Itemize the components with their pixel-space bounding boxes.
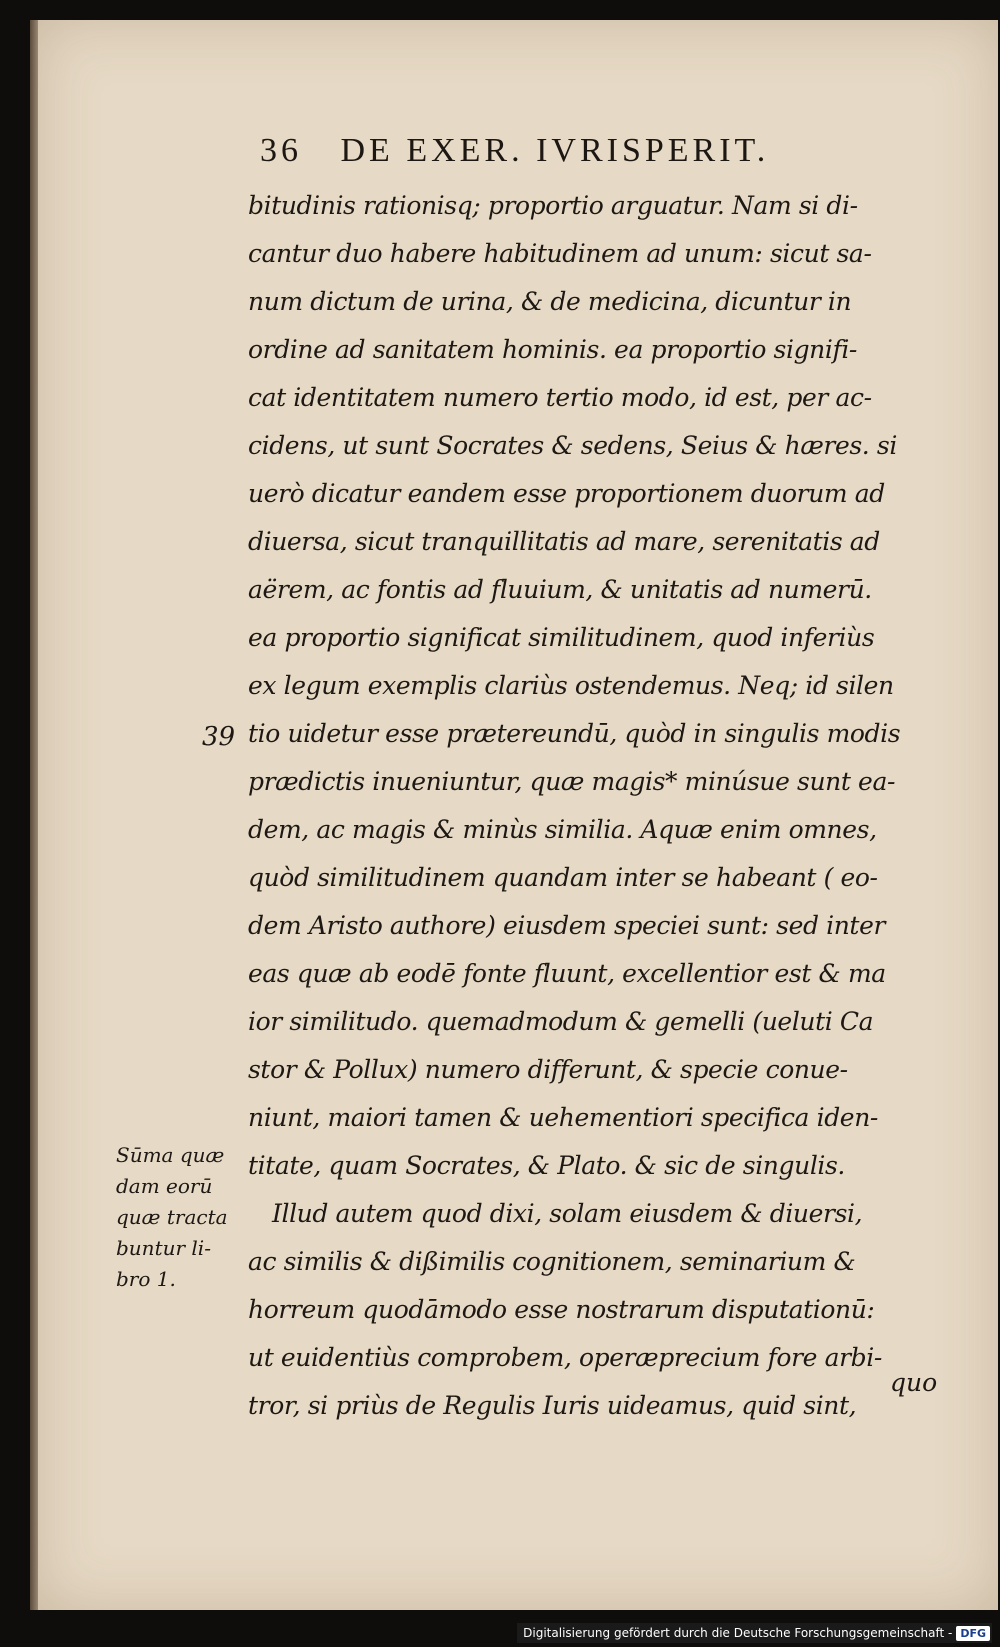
text-line: ior similitudo. quemadmodum & gemelli (ueluti Ca xyxy=(248,1007,874,1036)
text-line: cantur duo habere habitudinem ad unum: sicut sa- xyxy=(248,239,872,268)
text-line: horreum quodāmodo esse nostrarum disputationū: xyxy=(248,1295,875,1324)
text-line: quòd similitudinem quandam inter se habeant ( eo- xyxy=(248,863,878,892)
text-line: bitudinis rationisq; proportio arguatur. Nam si di- xyxy=(248,191,858,220)
text-line: dem, ac magis & minùs similia. Aquæ enim omnes, xyxy=(248,815,877,844)
text-line: ac similis & dißimilis cognitionem, seminarium & xyxy=(248,1247,856,1276)
text-line: aërem, ac fontis ad fluuium, & unitatis ad numerū. xyxy=(248,575,872,604)
text-line: ex legum exemplis clariùs ostendemus. Neq; id silen xyxy=(248,671,894,700)
page-number: 36 xyxy=(260,132,302,169)
text-line: uerò dicatur eandem esse proportionem duorum ad xyxy=(248,479,885,508)
side-note-line: buntur li- xyxy=(116,1236,211,1260)
footer-credit xyxy=(517,1623,992,1643)
text-line: ut euidentiùs comprobem, operæprecium fore arbi- xyxy=(248,1343,882,1372)
side-note-line: bro 1. xyxy=(116,1267,176,1291)
catchword: quo xyxy=(890,1368,938,1397)
text-line: eas quæ ab eodē fonte fluunt, excellentior est & ma xyxy=(248,959,886,988)
side-note-line: quæ tracta xyxy=(116,1205,228,1229)
running-title: DE EXER. IVRISPERIT. xyxy=(340,132,770,169)
text-line: tio uidetur esse prætereundū, quòd in singulis modis xyxy=(248,719,901,748)
text-line: niunt, maiori tamen & uehementiori specifica iden- xyxy=(248,1103,878,1132)
side-note xyxy=(116,1140,256,1295)
side-note-line: Sūma quæ xyxy=(116,1143,225,1167)
text-line: dem Aristo authore) eiusdem speciei sunt: sed inter xyxy=(248,911,886,940)
side-note-line: dam eorū xyxy=(116,1174,213,1198)
text-line: diuersa, sicut tranquillitatis ad mare, serenitatis ad xyxy=(248,527,880,556)
running-head xyxy=(260,132,920,176)
text-line: ea proportio significat similitudinem, quod inferiùs xyxy=(248,623,875,652)
dfg-logo: DFG xyxy=(956,1626,990,1641)
text-line: Illud autem quod dixi, solam eiusdem & diuersi, xyxy=(272,1199,863,1228)
text-line: num dictum de urina, & de medicina, dicuntur in xyxy=(248,287,852,316)
margin-number: 39 xyxy=(202,722,236,752)
text-line: cidens, ut sunt Socrates & sedens, Seius & hæres. si xyxy=(248,431,897,460)
text-line: tror, si priùs de Regulis Iuris uideamus, quid sint, xyxy=(248,1391,857,1420)
text-line: stor & Pollux) numero differunt, & specie conue- xyxy=(248,1055,848,1084)
text-line: prædictis inueniuntur, quæ magis* minúsue sunt ea- xyxy=(248,767,895,796)
text-line: ordine ad sanitatem hominis. ea proportio signifi- xyxy=(248,335,857,364)
text-line: cat identitatem numero tertio modo, id est, per ac- xyxy=(248,383,872,412)
text-line: titate, quam Socrates, & Plato. & sic de singulis. xyxy=(248,1151,845,1180)
credit-text: Digitalisierung gefördert durch die Deutsche Forschungsgemeinschaft - xyxy=(523,1626,953,1640)
body-text xyxy=(248,182,938,1430)
